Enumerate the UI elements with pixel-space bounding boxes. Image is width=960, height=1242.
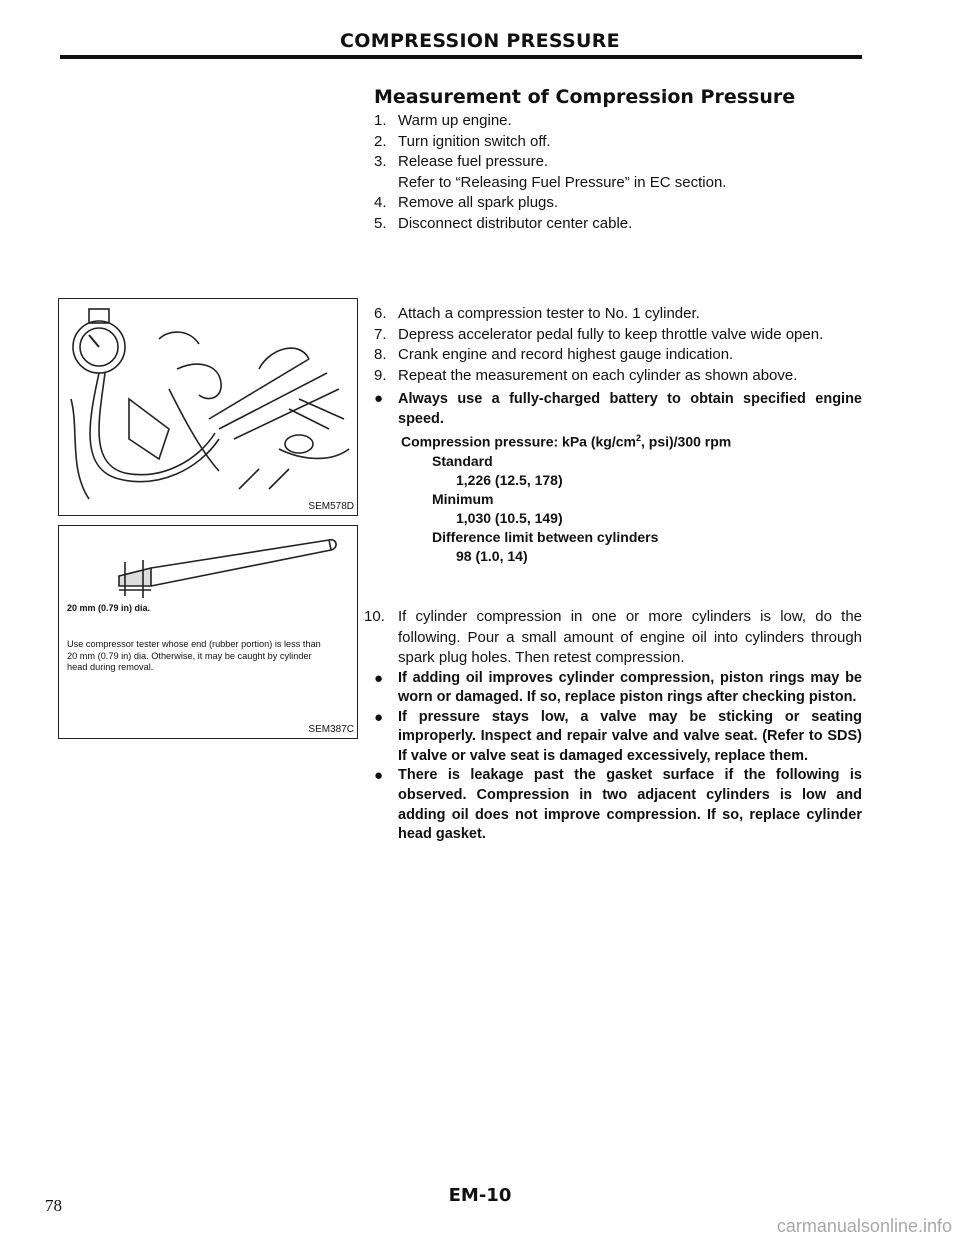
page-number: 78 [45, 1196, 62, 1215]
step-item: 8. Crank engine and record highest gauge indication. [374, 346, 734, 363]
engine-tester-illustration [59, 299, 357, 515]
figure-code: SEM387C [308, 724, 354, 735]
spec-standard-label: Standard [432, 452, 493, 469]
spec-minimum-value: 1,030 (10.5, 149) [456, 509, 563, 526]
step-item: 4. Remove all spark plugs. [374, 194, 559, 211]
figure-note: Use compressor tester whose end (rubber portion) is less than 20 mm (0.79 in) dia. Otherwise, it may be caught by cylinder head during removal. [67, 639, 321, 672]
compression-spec [374, 429, 862, 566]
step-item: 10. If cylinder compression in one or more cylinders is low, do the following. Pour a small amount of engine oil into cylinders through spark plug holes. Then retest compression. [364, 608, 862, 666]
spec-standard-value: 1,226 (12.5, 178) [456, 471, 563, 488]
step-item: 6. Attach a compression tester to No. 1 cylinder. [374, 305, 700, 322]
watermark: carmanualsonline.info [776, 1216, 952, 1236]
procedure-steps-1-5 [374, 111, 862, 234]
spec-minimum-label: Minimum [432, 490, 494, 507]
bullet-item: ● There is leakage past the gasket surface if the following is observed. Compression in two adjacent cylinders is low and adding oil does not improve compression. If so, replace cylinder head gasket. [374, 767, 862, 843]
bullet-item: ● If pressure stays low, a valve may be sticking or seating improperly. Inspect and repair valve and valve seat. (Refer to SDS) If valve or valve seat is damaged excessively, replace them. [374, 708, 862, 764]
procedure-step-10 [364, 607, 862, 845]
procedure-steps-6-9 [374, 304, 862, 566]
step-item: 2. Turn ignition switch off. [374, 132, 551, 150]
section-title: Measurement of Compression Pressure [374, 86, 796, 108]
spec-difference-label: Difference limit between cylinders [432, 528, 659, 545]
figure-dimension-label: 20 mm (0.79 in) dia. [67, 603, 151, 613]
battery-note: ● Always use a fully-charged battery to obtain specified engine speed. [374, 390, 862, 427]
header-rule [60, 55, 862, 59]
bullet-item: ● If adding oil improves cylinder compression, piston rings may be worn or damaged. If so, replace piston rings after checking piston. [374, 669, 862, 706]
spec-difference-value: 98 (1.0, 14) [456, 547, 528, 564]
page-code: EM-10 [448, 1185, 512, 1206]
page-header-title: COMPRESSION PRESSURE [340, 30, 620, 52]
figure-tester-nozzle [58, 525, 358, 739]
step-item: 1. Warm up engine. [374, 112, 512, 129]
step-sub-text: Refer to “Releasing Fuel Pressure” in EC section. [398, 173, 727, 191]
step-item: 3. Release fuel pressure. Refer to “Releasing Fuel Pressure” in EC section. [374, 153, 727, 191]
figure-compression-tester [58, 298, 358, 516]
step-item: 7. Depress accelerator pedal fully to keep throttle valve wide open. [374, 325, 824, 343]
spec-title: Compression pressure: kPa ($kg/cm^2$, psi)/300 rpm [401, 433, 732, 450]
nozzle-illustration [59, 526, 357, 606]
step-item: 9. Repeat the measurement on each cylinder as shown above. [374, 366, 798, 384]
figure-code: SEM578D [308, 501, 354, 512]
step-item: 5. Disconnect distributor center cable. [374, 214, 633, 232]
